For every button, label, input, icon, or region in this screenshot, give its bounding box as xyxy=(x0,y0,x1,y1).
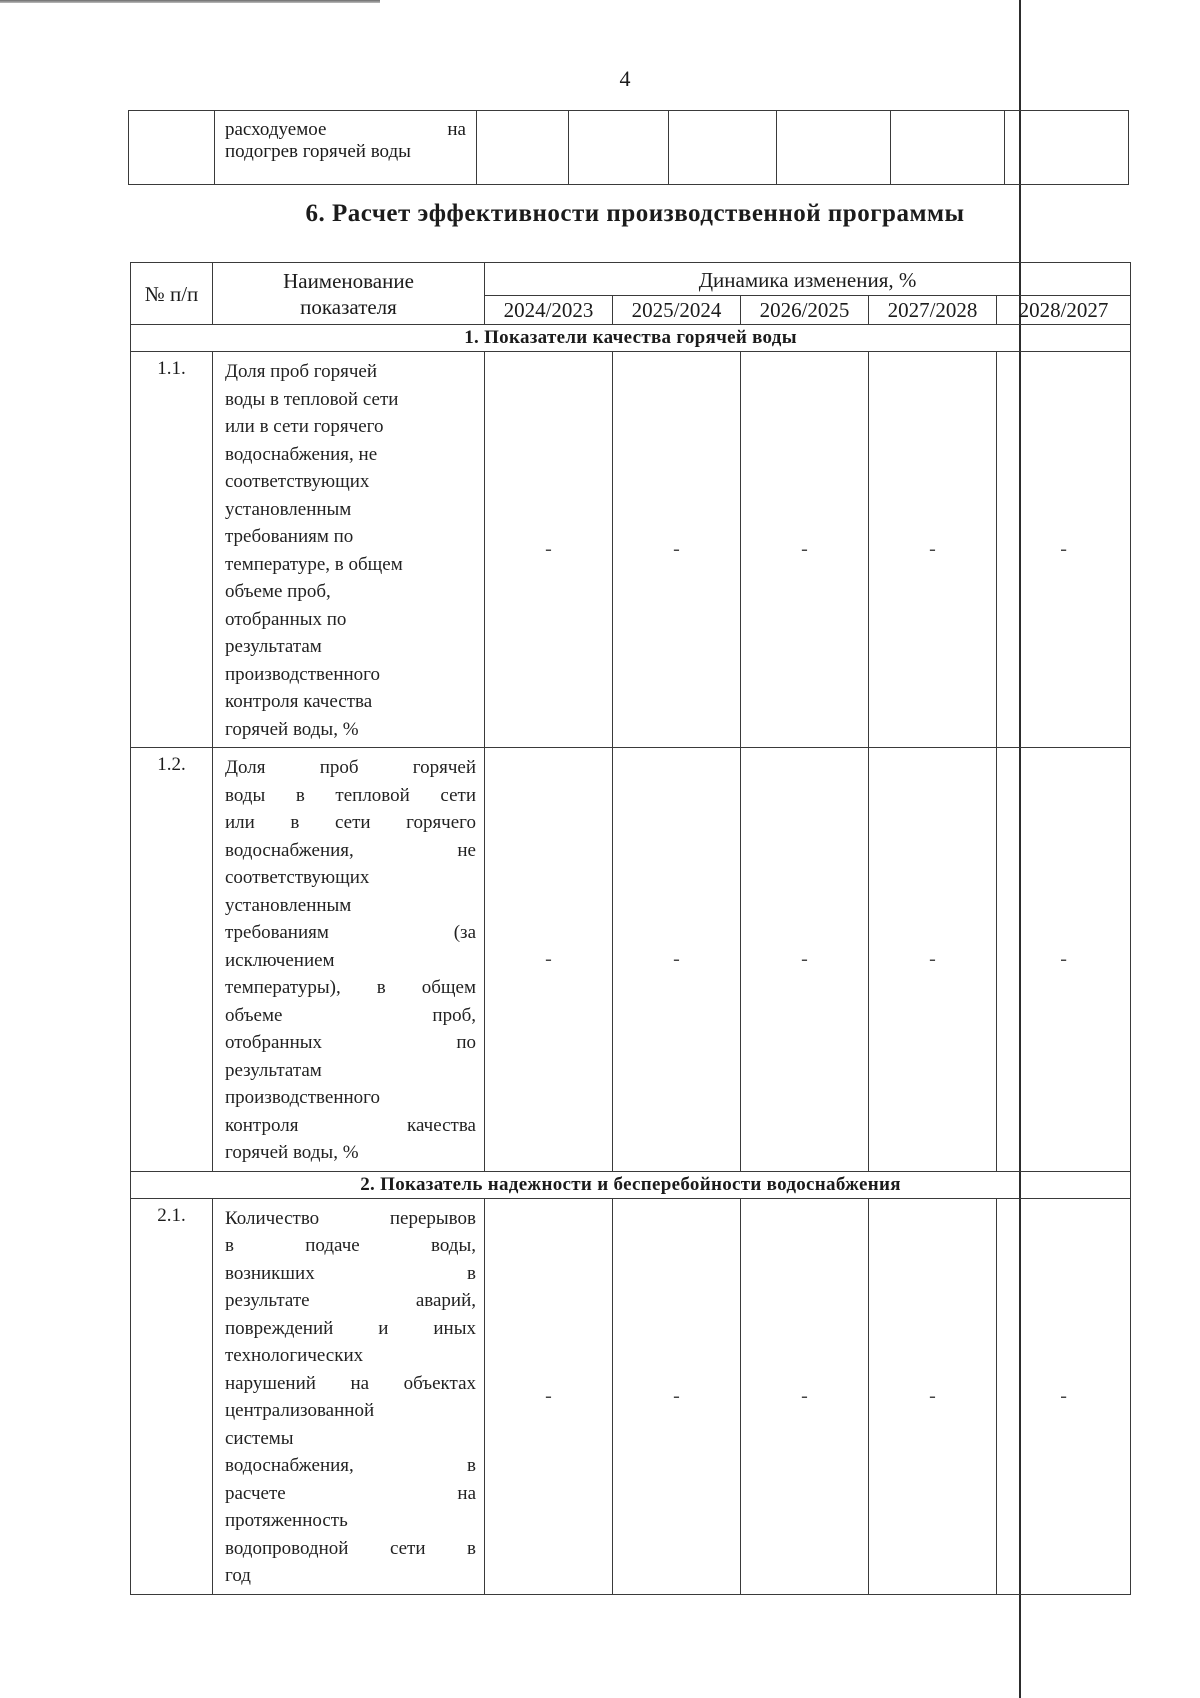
row-number: 1.2. xyxy=(131,748,213,1172)
desc-line: производственного xyxy=(225,663,380,685)
value-cell: - xyxy=(997,352,1131,748)
header-year: 2027/2028 xyxy=(869,296,997,325)
desc-line: повреждений и иных xyxy=(225,1317,476,1339)
row-description xyxy=(213,1198,485,1594)
row-number: 2.1. xyxy=(131,1198,213,1594)
value-cell: - xyxy=(485,1198,613,1594)
desc-line: результатам xyxy=(225,636,322,657)
row-description xyxy=(213,748,485,1172)
page-number: 4 xyxy=(619,66,631,91)
desc-line: требованиям (за xyxy=(225,922,476,943)
desc-line: системы xyxy=(225,1427,294,1449)
desc-line: результатам xyxy=(225,1059,322,1081)
desc-line: отобранных по xyxy=(225,608,347,630)
desc-line: объеме проб, xyxy=(225,581,331,602)
desc-line: расчете на xyxy=(225,1482,476,1504)
continued-value-cell xyxy=(891,111,1005,185)
value-cell: - xyxy=(869,1198,997,1594)
desc-line: требованиям по xyxy=(225,526,354,547)
value-cell: - xyxy=(741,748,869,1172)
desc-line: температуры), в общем xyxy=(225,977,476,998)
desc-line: нарушений на объектах xyxy=(225,1372,476,1394)
desc-line: установленным xyxy=(225,498,352,520)
desc-line: или в сети горячего xyxy=(225,812,476,833)
efficiency-table xyxy=(130,262,1131,1595)
desc-line: воды в тепловой сети xyxy=(225,784,476,806)
desc-line: водоснабжения, в xyxy=(225,1455,476,1476)
desc-line: Доля проб горячей xyxy=(225,757,476,778)
value-cell: - xyxy=(741,1198,869,1594)
header-num: № п/п xyxy=(131,263,213,325)
value-cell: - xyxy=(485,352,613,748)
desc-line: воды в тепловой сети xyxy=(225,388,399,410)
desc-line: Доля проб горячей xyxy=(225,361,377,382)
section-title: 6. Расчет эффективности производственной программы xyxy=(305,200,965,227)
continued-value-cell xyxy=(569,111,669,185)
desc-line: Количество перерывов xyxy=(225,1207,476,1229)
continued-desc-token: расходуемое xyxy=(225,119,327,140)
continued-description-cell xyxy=(215,111,477,185)
desc-line: протяженность xyxy=(225,1510,348,1531)
header-dynamics: Динамика изменения, % xyxy=(485,263,1131,296)
desc-line: соответствующих xyxy=(225,471,370,492)
header-year: 2025/2024 xyxy=(613,296,741,325)
continued-desc-line-1 xyxy=(225,119,466,141)
continued-num-cell xyxy=(129,111,215,185)
header-year: 2026/2025 xyxy=(741,296,869,325)
row-number: 1.1. xyxy=(131,352,213,748)
continued-desc-word xyxy=(225,119,466,141)
desc-line: исключением xyxy=(225,949,335,971)
value-cell: - xyxy=(485,748,613,1172)
header-name xyxy=(213,263,485,325)
desc-line: в подаче воды, xyxy=(225,1235,476,1256)
continued-value-cell xyxy=(1005,111,1129,185)
desc-line: технологических xyxy=(225,1345,364,1366)
continued-value-cell xyxy=(669,111,777,185)
value-cell: - xyxy=(997,748,1131,1172)
desc-line: контроля качества xyxy=(225,1114,476,1136)
continued-value-cell xyxy=(477,111,569,185)
desc-line: горячей воды, % xyxy=(225,718,359,740)
desc-line: горячей воды, % xyxy=(225,1142,359,1163)
continued-desc-token: на xyxy=(447,119,466,140)
desc-line: централизованной xyxy=(225,1400,375,1421)
header-name-line-1: Наименование xyxy=(283,268,414,293)
value-cell: - xyxy=(869,748,997,1172)
section-heading-quality: 1. Показатели качества горячей воды xyxy=(131,325,1131,352)
desc-line: объеме проб, xyxy=(225,1004,476,1026)
desc-line: установленным xyxy=(225,894,352,916)
header-year: 2028/2027 xyxy=(997,296,1131,325)
desc-line: водоснабжения, не xyxy=(225,839,476,861)
header-year: 2024/2023 xyxy=(485,296,613,325)
desc-line: водопроводной сети в xyxy=(225,1537,476,1559)
desc-line: возникших в xyxy=(225,1262,476,1284)
desc-line: результате аварий, xyxy=(225,1290,476,1311)
section-heading-reliability: 2. Показатель надежности и бесперебойности водоснабжения xyxy=(131,1171,1131,1198)
value-cell: - xyxy=(741,352,869,748)
continued-value-cell xyxy=(777,111,891,185)
desc-line: год xyxy=(225,1565,251,1586)
desc-line: производственного xyxy=(225,1087,380,1108)
desc-line: соответствующих xyxy=(225,867,370,888)
desc-line: водоснабжения, не xyxy=(225,443,378,465)
continued-table xyxy=(128,110,1129,185)
value-cell: - xyxy=(613,352,741,748)
scan-artifact-top xyxy=(0,0,380,3)
value-cell: - xyxy=(869,352,997,748)
desc-line: контроля качества xyxy=(225,691,373,712)
desc-line: отобранных по xyxy=(225,1032,476,1053)
header-name-line-2: показателя xyxy=(300,294,397,319)
row-description xyxy=(213,352,485,748)
continued-desc-line-2: подогрев горячей воды xyxy=(225,141,411,162)
desc-line: или в сети горячего xyxy=(225,416,384,437)
value-cell: - xyxy=(613,1198,741,1594)
desc-line: температуре, в общем xyxy=(225,553,403,575)
value-cell: - xyxy=(613,748,741,1172)
value-cell: - xyxy=(997,1198,1131,1594)
